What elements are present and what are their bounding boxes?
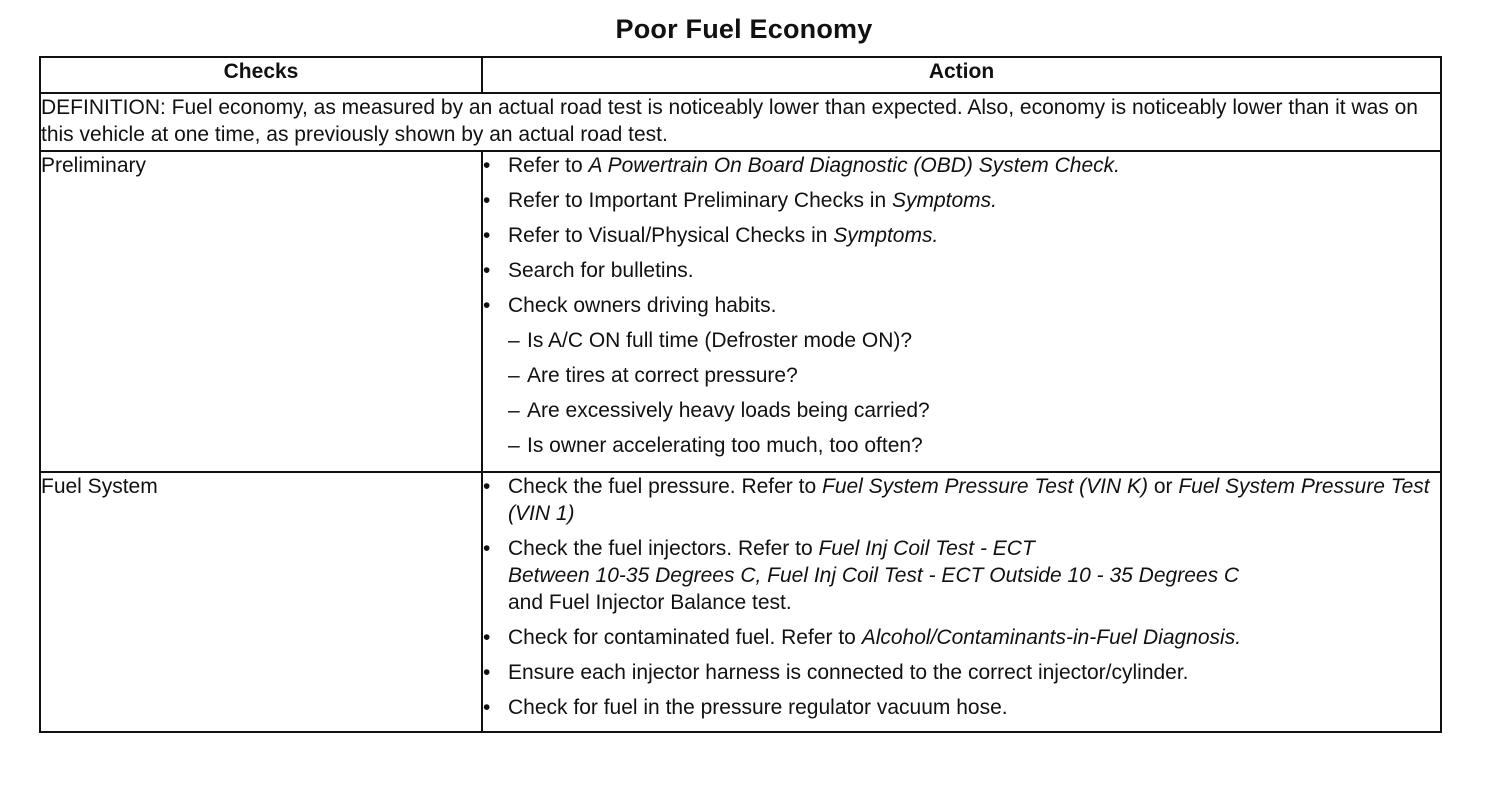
preliminary-row bbox=[40, 151, 1441, 472]
sub-list-item bbox=[483, 362, 1440, 389]
action-text: Check for contaminated fuel. Refer to bbox=[508, 626, 862, 649]
checks-header: Checks bbox=[40, 57, 482, 93]
preliminary-label: Preliminary bbox=[40, 151, 482, 472]
bullet-icon: • bbox=[483, 189, 491, 212]
bullet-icon: • bbox=[483, 224, 491, 247]
fuel-system-row bbox=[40, 472, 1441, 732]
list-item bbox=[483, 152, 1440, 179]
action-text: Refer to Important Preliminary Checks in bbox=[508, 189, 892, 212]
bullet-icon: • bbox=[483, 154, 491, 177]
dash-icon: – bbox=[508, 399, 520, 422]
definition-text: DEFINITION: Fuel economy, as measured by an actual road test is noticeably lower than expected. Also, economy is noticeably lower than it was on this vehicle at one time, as previously shown by an actual road test. bbox=[40, 93, 1441, 151]
bullet-icon: • bbox=[483, 537, 491, 560]
dash-icon: – bbox=[508, 329, 520, 352]
action-header: Action bbox=[482, 57, 1441, 93]
reference-link: Symptoms. bbox=[833, 224, 939, 247]
list-item bbox=[483, 257, 1440, 284]
reference-link: Between 10-35 Degrees C, Fuel Inj Coil Test - ECT Outside 10 - 35 Degrees C bbox=[508, 564, 1240, 587]
list-item bbox=[483, 535, 1440, 616]
list-item bbox=[483, 187, 1440, 214]
bullet-icon: • bbox=[483, 696, 491, 719]
list-item bbox=[483, 624, 1440, 651]
reference-link: Alcohol/Contaminants-in-Fuel Diagnosis. bbox=[861, 626, 1242, 649]
header-row bbox=[40, 57, 1441, 93]
preliminary-actions bbox=[482, 151, 1441, 472]
sub-item-text: Are tires at correct pressure? bbox=[527, 364, 798, 387]
page-title: Poor Fuel Economy bbox=[615, 14, 873, 44]
diagnostic-table bbox=[39, 56, 1442, 733]
list-item bbox=[483, 292, 1440, 319]
action-text: Search for bulletins. bbox=[508, 259, 694, 282]
bullet-icon: • bbox=[483, 294, 491, 317]
action-text: and Fuel Injector Balance test. bbox=[508, 591, 792, 614]
reference-link: Fuel Inj Coil Test - ECT bbox=[818, 537, 1035, 560]
list-item bbox=[483, 659, 1440, 686]
dash-icon: – bbox=[508, 364, 520, 387]
reference-link: A Powertrain On Board Diagnostic (OBD) System Check. bbox=[588, 154, 1120, 177]
reference-link: Fuel System Pressure Test (VIN 1) bbox=[508, 475, 1430, 525]
fuel-system-action-list bbox=[483, 473, 1440, 721]
sub-list-item bbox=[483, 397, 1440, 424]
list-item bbox=[483, 222, 1440, 249]
fuel-system-actions bbox=[482, 472, 1441, 732]
dash-icon: – bbox=[508, 434, 520, 457]
action-text: Check the fuel injectors. Refer to bbox=[508, 537, 819, 560]
reference-link: Fuel System Pressure Test (VIN K) bbox=[822, 475, 1148, 498]
definition-row bbox=[40, 93, 1441, 151]
action-text: or bbox=[1147, 475, 1179, 498]
list-item bbox=[483, 473, 1440, 527]
action-text: Check the fuel pressure. Refer to bbox=[508, 475, 822, 498]
driving-habits-sublist bbox=[483, 327, 1440, 459]
action-text: Refer to bbox=[508, 154, 589, 177]
bullet-icon: • bbox=[483, 626, 491, 649]
bullet-icon: • bbox=[483, 661, 491, 684]
bullet-icon: • bbox=[483, 259, 491, 282]
sub-item-text: Are excessively heavy loads being carried? bbox=[527, 399, 930, 422]
action-text: Ensure each injector harness is connected to the correct injector/cylinder. bbox=[508, 661, 1189, 684]
action-text: Refer to Visual/Physical Checks in bbox=[508, 224, 834, 247]
action-text: Check owners driving habits. bbox=[508, 294, 777, 317]
reference-link: Symptoms. bbox=[891, 189, 997, 212]
fuel-system-label: Fuel System bbox=[40, 472, 482, 732]
sub-list-item bbox=[483, 432, 1440, 459]
sub-item-text: Is owner accelerating too much, too often? bbox=[527, 434, 923, 457]
action-text: Check for fuel in the pressure regulator vacuum hose. bbox=[508, 696, 1008, 719]
sub-list-item bbox=[483, 327, 1440, 354]
preliminary-action-list bbox=[483, 152, 1440, 319]
list-item bbox=[483, 694, 1440, 721]
sub-item-text: Is A/C ON full time (Defroster mode ON)? bbox=[527, 329, 913, 352]
bullet-icon: • bbox=[483, 475, 491, 498]
